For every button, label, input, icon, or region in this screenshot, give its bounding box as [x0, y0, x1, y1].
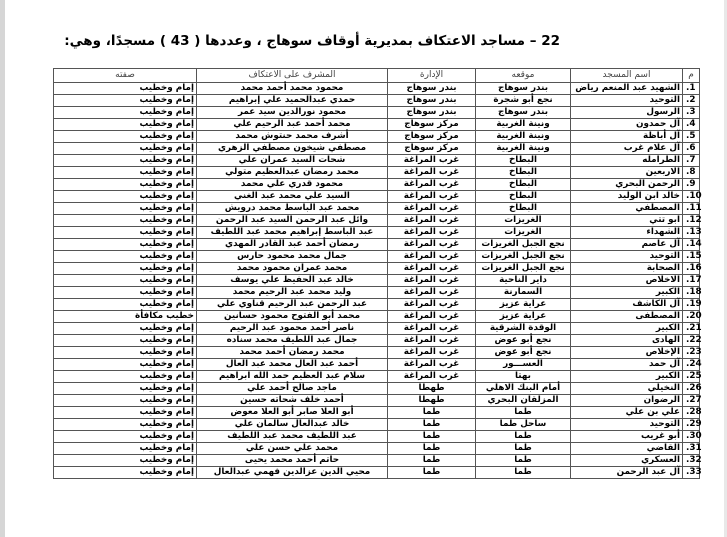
supervisor-name: حاتم أحمد محمد يحيى	[197, 455, 388, 467]
row-number: .7	[683, 155, 700, 167]
mosque-location: بهتا	[476, 371, 571, 383]
supervisor-name: السيد علي محمد عبد الغني	[197, 191, 388, 203]
administration: غرب المراغة	[388, 215, 476, 227]
mosque-name: الصحابة	[571, 263, 683, 275]
row-number: .9	[683, 179, 700, 191]
mosque-name: المصطفي	[571, 203, 683, 215]
mosque-name: التوحيد	[571, 419, 683, 431]
supervisor-name: محمد أبو الفتوح محمود حسانين	[197, 311, 388, 323]
supervisor-role: إمام وخطيب	[54, 431, 197, 443]
administration: غرب المراغة	[388, 263, 476, 275]
table-row	[54, 359, 700, 371]
table-row	[54, 287, 700, 299]
supervisor-role: إمام وخطيب	[54, 191, 197, 203]
administration: طما	[388, 443, 476, 455]
administration: غرب المراغة	[388, 203, 476, 215]
supervisor-role: إمام وخطيب	[54, 95, 197, 107]
table-row	[54, 395, 700, 407]
table-row	[54, 227, 700, 239]
row-number: .2	[683, 95, 700, 107]
administration: طهطا	[388, 383, 476, 395]
supervisor-name: محمد رمضان عبدالعظيم متولي	[197, 167, 388, 179]
mosque-name: آل عبد الرحمن	[571, 467, 683, 479]
row-number: .25	[683, 371, 700, 383]
mosque-location: الغريزات	[476, 215, 571, 227]
mosque-name: الكبير	[571, 287, 683, 299]
table-row	[54, 131, 700, 143]
table-row	[54, 467, 700, 479]
administration: غرب المراغة	[388, 323, 476, 335]
supervisor-role: إمام وخطيب	[54, 167, 197, 179]
table-row	[54, 323, 700, 335]
supervisor-role: إمام وخطيب	[54, 395, 197, 407]
mosque-location: طما	[476, 443, 571, 455]
row-number: .18	[683, 287, 700, 299]
row-number: .24	[683, 359, 700, 371]
header-location: موقعه	[476, 69, 571, 83]
supervisor-role: إمام وخطيب	[54, 407, 197, 419]
mosque-location: نجع الجبل الغريزات	[476, 263, 571, 275]
mosque-name: الكبير	[571, 371, 683, 383]
mosque-name: آل علام غرب	[571, 143, 683, 155]
row-number: .21	[683, 323, 700, 335]
table-row	[54, 455, 700, 467]
mosque-location: نجع الجبل الغريزات	[476, 239, 571, 251]
table-row	[54, 167, 700, 179]
supervisor-name: محمد عبد الباسط محمد درويش	[197, 203, 388, 215]
mosque-location: البطاخ	[476, 167, 571, 179]
mosque-name: الإخلاص	[571, 347, 683, 359]
mosque-name: الشهداء	[571, 227, 683, 239]
mosque-location: أمام البنك الاهلي	[476, 383, 571, 395]
mosque-location: العســـور	[476, 359, 571, 371]
supervisor-name: ناصر أحمد محمود عبد الرحيم	[197, 323, 388, 335]
table-row	[54, 383, 700, 395]
mosque-location: بندر سوهاج	[476, 107, 571, 119]
mosque-location: ونينة الغربية	[476, 119, 571, 131]
supervisor-name: حمدي عبدالحميد علي إبراهيم	[197, 95, 388, 107]
supervisor-name: محمود قدري علي محمد	[197, 179, 388, 191]
mosque-name: أبو غريب	[571, 431, 683, 443]
supervisor-role: إمام وخطيب	[54, 467, 197, 479]
table-header-row	[54, 69, 700, 83]
supervisor-role: إمام وخطيب	[54, 227, 197, 239]
mosque-location: البطاخ	[476, 179, 571, 191]
supervisor-name: سلام عبد العظيم حمد الله ابراهيم	[197, 371, 388, 383]
header-supervisor: المشرف على الاعتكاف	[197, 69, 388, 83]
mosque-name: الاخلاص	[571, 275, 683, 287]
row-number: .27	[683, 395, 700, 407]
mosque-name: القاضي	[571, 443, 683, 455]
mosque-location: نجع أبو عوض	[476, 347, 571, 359]
supervisor-role: إمام وخطيب	[54, 443, 197, 455]
administration: غرب المراغة	[388, 155, 476, 167]
mosque-name: آل عاصم	[571, 239, 683, 251]
row-number: .29	[683, 419, 700, 431]
table-row	[54, 215, 700, 227]
mosque-name: المصطفى	[571, 311, 683, 323]
supervisor-role: إمام وخطيب	[54, 347, 197, 359]
mosque-location: عراية عزيز	[476, 299, 571, 311]
row-number: .1	[683, 83, 700, 95]
mosque-name: الرسول	[571, 107, 683, 119]
table-row	[54, 407, 700, 419]
administration: غرب المراغة	[388, 167, 476, 179]
supervisor-name: أحمد عبد العال محمد عبد العال	[197, 359, 388, 371]
supervisor-name: محمد رمضان أحمد محمد	[197, 347, 388, 359]
mosque-name: الكبير	[571, 323, 683, 335]
mosque-location: طما	[476, 455, 571, 467]
mosque-location: طما	[476, 431, 571, 443]
administration: طما	[388, 467, 476, 479]
table-row	[54, 83, 700, 95]
supervisor-name: وليد محمد عبد الرحيم محمد	[197, 287, 388, 299]
row-number: .22	[683, 335, 700, 347]
row-number: .23	[683, 347, 700, 359]
supervisor-role: إمام وخطيب	[54, 239, 197, 251]
mosques-table	[53, 68, 700, 479]
mosque-name: النخيلي	[571, 383, 683, 395]
mosque-name: الهادى	[571, 335, 683, 347]
supervisor-role: إمام وخطيب	[54, 323, 197, 335]
mosque-name: العسكري	[571, 455, 683, 467]
viewer-left-edge	[0, 0, 5, 537]
row-number: .30	[683, 431, 700, 443]
mosque-location: بندر سوهاج	[476, 83, 571, 95]
administration: بندر سوهاج	[388, 83, 476, 95]
administration: غرب المراغة	[388, 179, 476, 191]
mosque-name: ابو تتي	[571, 215, 683, 227]
mosque-location: ساحل طما	[476, 419, 571, 431]
supervisor-role: إمام وخطيب	[54, 179, 197, 191]
supervisor-role: إمام وخطيب	[54, 275, 197, 287]
supervisor-role: إمام وخطيب	[54, 455, 197, 467]
supervisor-role: إمام وخطيب	[54, 155, 197, 167]
header-role: صفته	[54, 69, 197, 83]
mosque-location: البطاخ	[476, 191, 571, 203]
supervisor-name: خالد عبد الحفيظ علي يوسف	[197, 275, 388, 287]
mosque-location: الوقدة الشرقية	[476, 323, 571, 335]
administration: غرب المراغة	[388, 191, 476, 203]
supervisor-name: محمود نورالدين سيد عمر	[197, 107, 388, 119]
supervisor-name: عبد الرحمن عبد الرحيم قناوي علي	[197, 299, 388, 311]
row-number: .14	[683, 239, 700, 251]
mosque-location: الغريزات	[476, 227, 571, 239]
table-row	[54, 251, 700, 263]
row-number: .11	[683, 203, 700, 215]
row-number: .17	[683, 275, 700, 287]
administration: غرب المراغة	[388, 299, 476, 311]
mosque-name: آل الكاشف	[571, 299, 683, 311]
supervisor-name: جمال عبد اللطيف محمد سناده	[197, 335, 388, 347]
supervisor-name: محمد علي حسن علي	[197, 443, 388, 455]
mosque-name: الرحمن البحري	[571, 179, 683, 191]
administration: بندر سوهاج	[388, 95, 476, 107]
supervisor-role: إمام وخطيب	[54, 131, 197, 143]
row-number: .4	[683, 119, 700, 131]
row-number: .15	[683, 251, 700, 263]
supervisor-name: ماجد صالح أحمد علي	[197, 383, 388, 395]
supervisor-role: خطيب مكافأة	[54, 311, 197, 323]
supervisor-role: إمام وخطيب	[54, 335, 197, 347]
mosque-name: الرضوان	[571, 395, 683, 407]
supervisor-role: إمام وخطيب	[54, 203, 197, 215]
mosque-name: آل أباظة	[571, 131, 683, 143]
table-row	[54, 275, 700, 287]
administration: مركز سوهاج	[388, 131, 476, 143]
supervisor-name: عبد اللطيف محمد عبد اللطيف	[197, 431, 388, 443]
supervisor-name: شحات السيد عمران علي	[197, 155, 388, 167]
mosque-name: التوحيد	[571, 251, 683, 263]
supervisor-role: إمام وخطيب	[54, 419, 197, 431]
administration: غرب المراغة	[388, 287, 476, 299]
administration: طما	[388, 407, 476, 419]
mosque-location: ونينة الغربية	[476, 143, 571, 155]
supervisor-name: محمد عمران محمود محمد	[197, 263, 388, 275]
mosque-name: الطرامله	[571, 155, 683, 167]
administration: طما	[388, 431, 476, 443]
page-title: 22 – مساجد الاعتكاف بمديرية أوقاف سوهاج ، وعددها ( 43 ) مسجدًا، وهي:	[64, 33, 560, 49]
supervisor-role: إمام وخطيب	[54, 299, 197, 311]
administration: غرب المراغة	[388, 371, 476, 383]
table-row	[54, 119, 700, 131]
row-number: .20	[683, 311, 700, 323]
mosque-name: التوحيد	[571, 95, 683, 107]
supervisor-role: إمام وخطيب	[54, 83, 197, 95]
table-row	[54, 371, 700, 383]
supervisor-name: أحمد خلف شحاته حسين	[197, 395, 388, 407]
administration: بندر سوهاج	[388, 107, 476, 119]
administration: مركز سوهاج	[388, 143, 476, 155]
table-row	[54, 203, 700, 215]
table-row	[54, 155, 700, 167]
mosque-name: الشهيد عبد المنعم رياض	[571, 83, 683, 95]
mosque-location: البطاخ	[476, 155, 571, 167]
administration: طما	[388, 455, 476, 467]
administration: طهطا	[388, 395, 476, 407]
mosque-location: المزلقان البحري	[476, 395, 571, 407]
supervisor-name: أشرف محمد حنتوش محمد	[197, 131, 388, 143]
supervisor-role: إمام وخطيب	[54, 287, 197, 299]
mosque-name: آل حمد	[571, 359, 683, 371]
supervisor-role: إمام وخطيب	[54, 263, 197, 275]
mosque-location: نجع أبو عوض	[476, 335, 571, 347]
supervisor-name: وائل عبد الرحمن السيد عبد الرحمن	[197, 215, 388, 227]
header-num: م	[683, 69, 700, 83]
administration: غرب المراغة	[388, 239, 476, 251]
supervisor-role: إمام وخطيب	[54, 143, 197, 155]
mosque-location: نجع أبو شجرة	[476, 95, 571, 107]
administration: غرب المراغة	[388, 335, 476, 347]
mosque-location: طما	[476, 407, 571, 419]
supervisor-role: إمام وخطيب	[54, 251, 197, 263]
table-row	[54, 311, 700, 323]
supervisor-role: إمام وخطيب	[54, 383, 197, 395]
mosque-name: علي بن علي	[571, 407, 683, 419]
supervisor-name: محمد أحمد عبد الرحيم علي	[197, 119, 388, 131]
table-row	[54, 95, 700, 107]
administration: طما	[388, 419, 476, 431]
mosque-location: نجع الجبل الغريزات	[476, 251, 571, 263]
row-number: .19	[683, 299, 700, 311]
mosque-name: الاربعين	[571, 167, 683, 179]
table-row	[54, 107, 700, 119]
mosque-location: عراية عزيز	[476, 311, 571, 323]
table-row	[54, 431, 700, 443]
table-row	[54, 179, 700, 191]
row-number: .6	[683, 143, 700, 155]
row-number: .28	[683, 407, 700, 419]
mosque-location: ونينة الغربية	[476, 131, 571, 143]
administration: غرب المراغة	[388, 347, 476, 359]
administration: مركز سوهاج	[388, 119, 476, 131]
table-row	[54, 263, 700, 275]
row-number: .3	[683, 107, 700, 119]
table-row	[54, 299, 700, 311]
row-number: .13	[683, 227, 700, 239]
supervisor-name: جمال محمد محمود حارس	[197, 251, 388, 263]
supervisor-name: عبد الباسط إبراهيم محمد عبد اللطيف	[197, 227, 388, 239]
mosque-location: السمارنة	[476, 287, 571, 299]
row-number: .33	[683, 467, 700, 479]
supervisor-name: رمضان أحمد عبد القادر المهدي	[197, 239, 388, 251]
supervisor-role: إمام وخطيب	[54, 107, 197, 119]
row-number: .5	[683, 131, 700, 143]
administration: غرب المراغة	[388, 275, 476, 287]
supervisor-role: إمام وخطيب	[54, 119, 197, 131]
supervisor-name: محيي الدين عزالدين فهمي عبدالعال	[197, 467, 388, 479]
table-row	[54, 347, 700, 359]
table-row	[54, 191, 700, 203]
supervisor-name: محمود محمد أحمد محمد	[197, 83, 388, 95]
table-body	[54, 83, 700, 479]
table-row	[54, 143, 700, 155]
supervisor-name: خالد عبدالعال سالمان علي	[197, 419, 388, 431]
administration: غرب المراغة	[388, 311, 476, 323]
table-row	[54, 335, 700, 347]
administration: غرب المراغة	[388, 227, 476, 239]
row-number: .10	[683, 191, 700, 203]
table-row	[54, 443, 700, 455]
mosque-name: خالد ابن الوليد	[571, 191, 683, 203]
administration: غرب المراغة	[388, 251, 476, 263]
administration: غرب المراغة	[388, 359, 476, 371]
row-number: .31	[683, 443, 700, 455]
supervisor-role: إمام وخطيب	[54, 359, 197, 371]
row-number: .12	[683, 215, 700, 227]
row-number: .16	[683, 263, 700, 275]
table-row	[54, 419, 700, 431]
header-mosque: اسم المسجد	[571, 69, 683, 83]
mosque-name: آل حمدون	[571, 119, 683, 131]
mosque-location: البطاخ	[476, 203, 571, 215]
row-number: .8	[683, 167, 700, 179]
supervisor-role: إمام وخطيب	[54, 215, 197, 227]
supervisor-name: أبو العلا صابر أبو العلا معوض	[197, 407, 388, 419]
row-number: .26	[683, 383, 700, 395]
header-admin: الإدارة	[388, 69, 476, 83]
mosque-location: داير الناحية	[476, 275, 571, 287]
table-row	[54, 239, 700, 251]
mosque-location: طما	[476, 467, 571, 479]
supervisor-role: إمام وخطيب	[54, 371, 197, 383]
supervisor-name: مصطفي شيخون مصطفي الزهري	[197, 143, 388, 155]
row-number: .32	[683, 455, 700, 467]
